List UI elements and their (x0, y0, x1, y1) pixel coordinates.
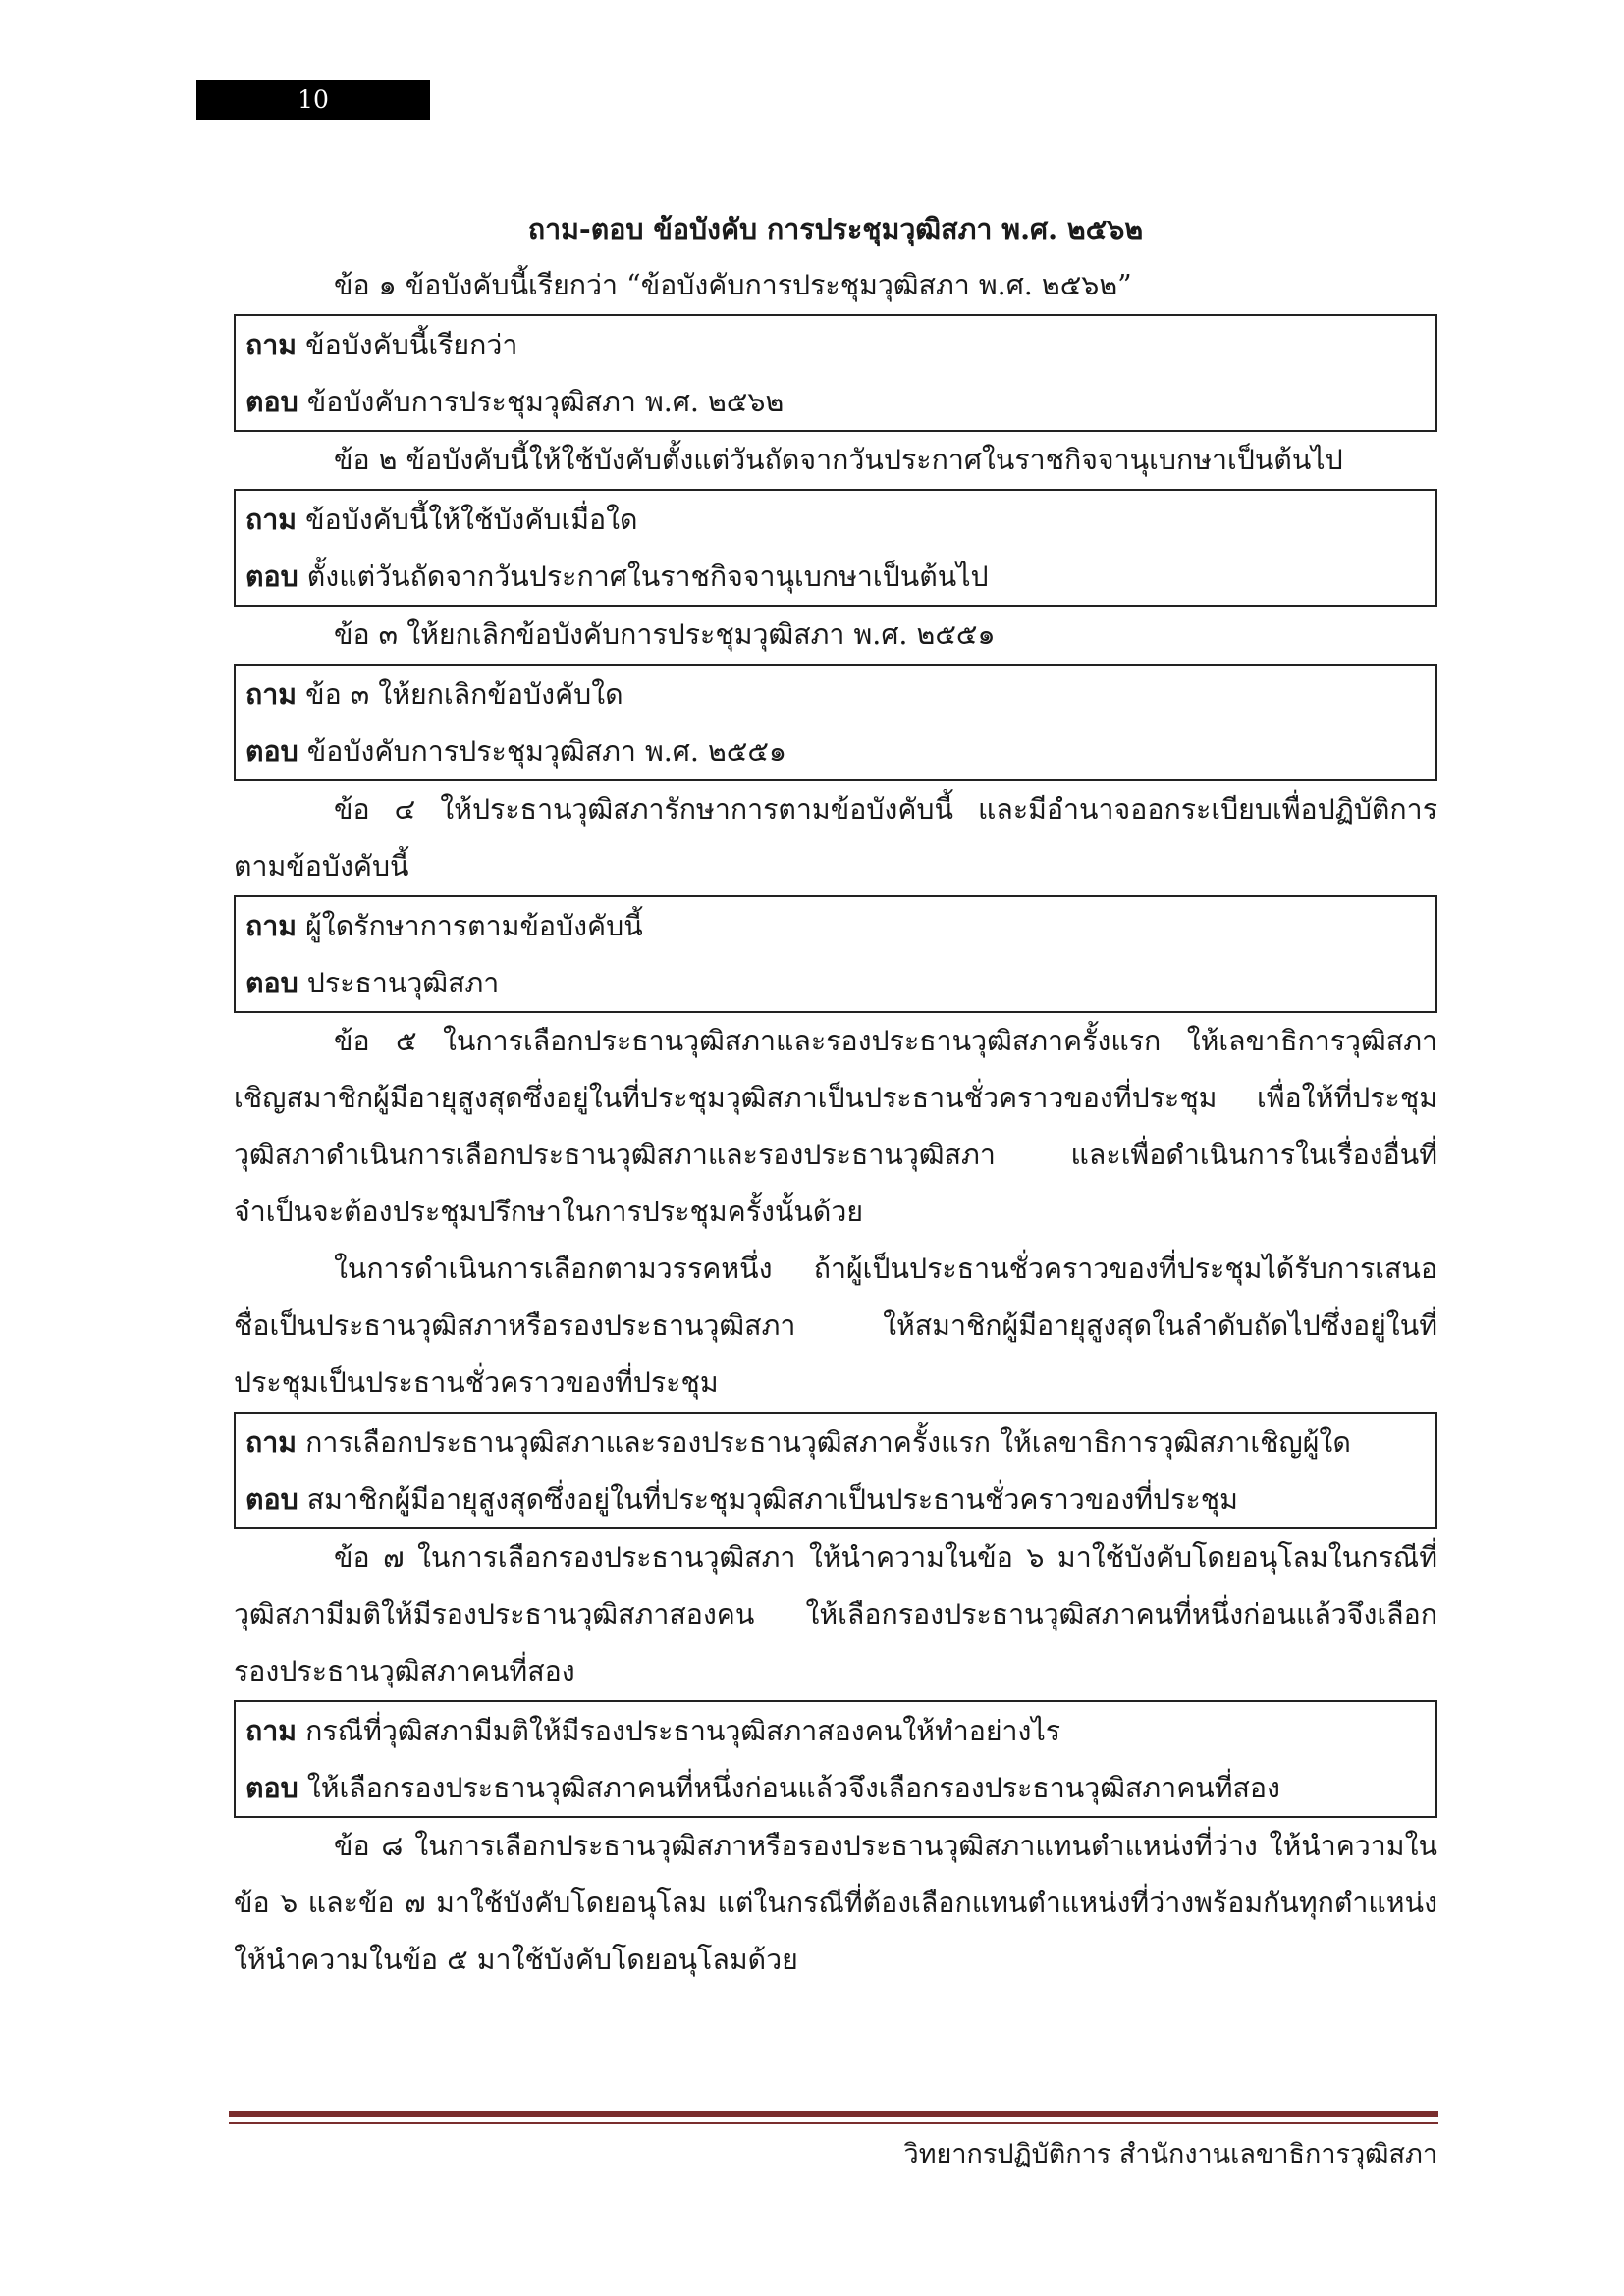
question-label: ถาม (245, 677, 298, 711)
footer-divider (229, 2111, 1438, 2117)
question-text: ข้อบังคับนี้ให้ใช้บังคับเมื่อใด (305, 504, 638, 536)
answer-label: ตอบ (245, 966, 298, 999)
answer-text: ให้เลือกรองประธานวุฒิสภาคนที่หนึ่งก่อนแล้วจึงเลือกรองประธานวุฒิสภาคนที่สอง (306, 1772, 1280, 1804)
question-text: ผู้ใดรักษาการตามข้อบังคับนี้ (305, 910, 643, 942)
answer-label: ตอบ (245, 1482, 298, 1516)
footer-office: วิทยากรปฏิบัติการ สำนักงานเลขาธิการวุฒิสภา (903, 2139, 1437, 2169)
qa-box-4 (234, 895, 1437, 1013)
page-title: ถาม-ตอบ ข้อบังคับ การประชุมวุฒิสภา พ.ศ. ๒๕๖๒ (527, 212, 1144, 245)
question-label: ถาม (245, 909, 298, 942)
question-text: การเลือกประธานวุฒิสภาและรองประธานวุฒิสภาครั้งแรก ให้เลขาธิการวุฒิสภาเชิญผู้ใด (305, 1426, 1351, 1459)
clause-3: ข้อ ๓ ให้ยกเลิกข้อบังคับการประชุมวุฒิสภา พ.ศ. ๒๕๕๑ (334, 618, 996, 651)
question-label: ถาม (245, 1425, 298, 1459)
question-line (245, 897, 1426, 954)
clause-1: ข้อ ๑ ข้อบังคับนี้เรียกว่า “ข้อบังคับการประชุมวุฒิสภา พ.ศ. ๒๕๖๒” (334, 269, 1132, 301)
answer-line (245, 1759, 1426, 1816)
question-label: ถาม (245, 503, 298, 536)
question-label: ถาม (245, 328, 298, 361)
clause-5-paragraph-2: ในการดำเนินการเลือกตามวรรคหนึ่ง ถ้าผู้เป็นประธานชั่วคราวของที่ประชุมได้รับการเสนอชื่อเป็นประธานวุฒิสภาหรือรองประธานวุฒิสภา ให้สมาชิกผู้มีอายุสูงสุดในลำดับถัดไปซึ่งอยู่ในที่ประชุมเป็นประธานชั่วคราวของที่ประชุม (234, 1253, 1437, 1399)
question-label: ถาม (245, 1714, 298, 1747)
answer-text: ข้อบังคับการประชุมวุฒิสภา พ.ศ. ๒๕๕๑ (306, 735, 787, 768)
answer-label: ตอบ (245, 385, 298, 418)
question-text: ข้อบังคับนี้เรียกว่า (305, 329, 518, 361)
clause-2: ข้อ ๒ ข้อบังคับนี้ให้ใช้บังคับตั้งแต่วันถัดจากวันประกาศในราชกิจจานุเบกษาเป็นต้นไป (334, 444, 1343, 476)
qa-box-3 (234, 664, 1437, 781)
clause-4: ข้อ ๔ ให้ประธานวุฒิสภารักษาการตามข้อบังคับนี้ และมีอำนาจออกระเบียบเพื่อปฏิบัติการตามข้อบังคับนี้ (234, 793, 1437, 882)
clause-8: ข้อ ๘ ในการเลือกประธานวุฒิสภาหรือรองประธานวุฒิสภาแทนตำแหน่งที่ว่าง ให้นำความในข้อ ๖ และข้อ ๗ มาใช้บังคับโดยอนุโลม แต่ในกรณีที่ต้องเลือกแทนตำแหน่งที่ว่างพร้อมกันทุกตำแหน่ง ให้นำความในข้อ ๕ มาใช้บังคับโดยอนุโลมด้วย (234, 1830, 1437, 1976)
answer-text: สมาชิกผู้มีอายุสูงสุดซึ่งอยู่ในที่ประชุมวุฒิสภาเป็นประธานชั่วคราวของที่ประชุม (306, 1483, 1238, 1516)
clause-7: ข้อ ๗ ในการเลือกรองประธานวุฒิสภา ให้นำความในข้อ ๖ มาใช้บังคับโดยอนุโลมในกรณีที่วุฒิสภามีมติให้มีรองประธานวุฒิสภาสองคน ให้เลือกรองประธานวุฒิสภาคนที่หนึ่งก่อนแล้วจึงเลือกรองประธานวุฒิสภาคนที่สอง (234, 1541, 1437, 1687)
question-text: ข้อ ๓ ให้ยกเลิกข้อบังคับใด (305, 678, 623, 711)
question-text: กรณีที่วุฒิสภามีมติให้มีรองประธานวุฒิสภาสองคนให้ทำอย่างไร (305, 1715, 1061, 1747)
qa-box-6 (234, 1700, 1437, 1818)
answer-text: ประธานวุฒิสภา (306, 967, 500, 999)
answer-label: ตอบ (245, 734, 298, 768)
clause-5: ข้อ ๕ ในการเลือกประธานวุฒิสภาและรองประธานวุฒิสภาครั้งแรก ให้เลขาธิการวุฒิสภาเชิญสมาชิกผู้มีอายุสูงสุดซึ่งอยู่ในที่ประชุมวุฒิสภาเป็นประธานชั่วคราวของที่ประชุม เพื่อให้ที่ประชุมวุฒิสภาดำเนินการเลือกประธานวุฒิสภาและรองประธานวุฒิสภา และเพื่อดำเนินการในเรื่องอื่นที่จำเป็นจะต้องประชุมปรึกษาในการประชุมครั้งนั้นด้วย (234, 1025, 1437, 1228)
document-body (234, 196, 1437, 1989)
answer-line (245, 1470, 1426, 1527)
question-line (245, 491, 1426, 548)
answer-line (245, 373, 1426, 430)
qa-box-5 (234, 1412, 1437, 1529)
qa-box-2 (234, 489, 1437, 607)
footer-divider-thin (229, 2122, 1438, 2124)
qa-box-1 (234, 314, 1437, 432)
answer-label: ตอบ (245, 1771, 298, 1804)
answer-line (245, 548, 1426, 605)
answer-line (245, 722, 1426, 779)
question-line (245, 1702, 1426, 1759)
question-line (245, 666, 1426, 722)
question-line (245, 1414, 1426, 1470)
question-line (245, 316, 1426, 373)
answer-line (245, 954, 1426, 1011)
page-number: 10 (196, 80, 430, 120)
answer-text: ข้อบังคับการประชุมวุฒิสภา พ.ศ. ๒๕๖๒ (306, 386, 785, 418)
answer-text: ตั้งแต่วันถัดจากวันประกาศในราชกิจจานุเบกษาเป็นต้นไป (306, 561, 989, 593)
answer-label: ตอบ (245, 560, 298, 593)
